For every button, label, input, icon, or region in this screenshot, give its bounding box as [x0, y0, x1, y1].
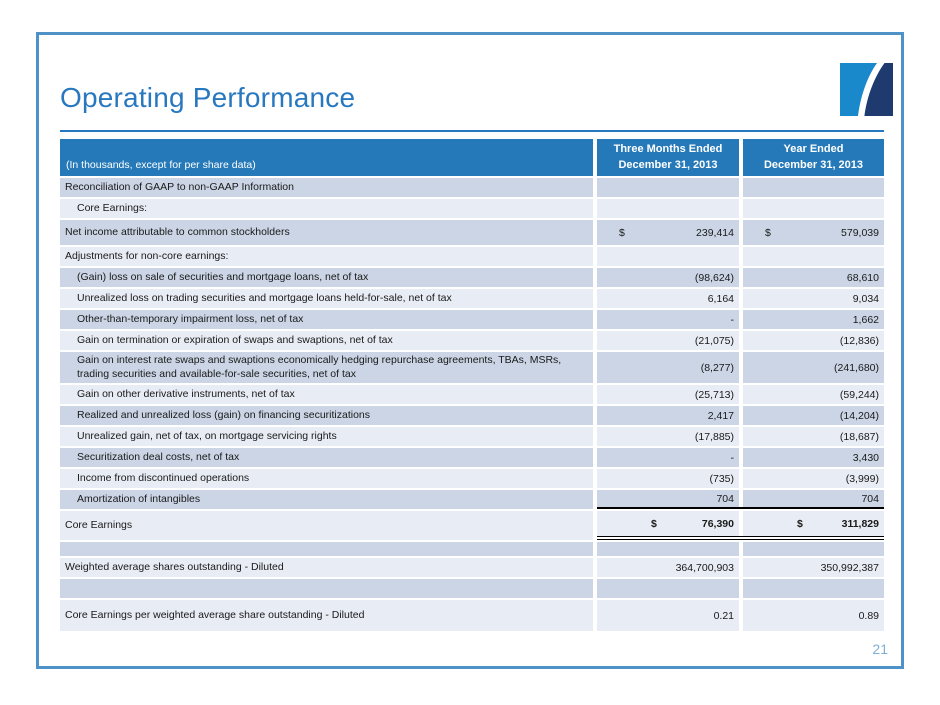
value-cell-year-ended — [743, 247, 884, 266]
row-values — [597, 289, 884, 308]
dollar-sign: $ — [765, 226, 771, 239]
row-values — [597, 310, 884, 329]
value-number: 350,992,387 — [820, 561, 879, 574]
value-cell-year-ended — [743, 490, 884, 507]
value-cell-year-ended — [743, 289, 884, 308]
row-values — [597, 220, 884, 245]
value-cell-year-ended — [743, 331, 884, 350]
value-number: 1,662 — [852, 313, 879, 326]
value-number: 0.89 — [858, 609, 879, 622]
value-number: 2,417 — [707, 409, 734, 422]
value-cell-three-months — [597, 220, 739, 245]
column-header-line: Three Months Ended — [613, 142, 723, 155]
table-row — [60, 600, 884, 631]
value-number: (25,713) — [694, 388, 734, 401]
value-cell-year-ended — [743, 511, 884, 536]
reconciliation-table — [60, 139, 884, 633]
value-cell-three-months — [597, 331, 739, 350]
row-values — [597, 600, 884, 631]
value-cell-three-months — [597, 600, 739, 631]
table-row — [60, 579, 884, 598]
row-values — [597, 511, 884, 540]
value-number: (21,075) — [694, 334, 734, 347]
value-cell-year-ended — [743, 352, 884, 383]
row-label: Net income attributable to common stockholders — [60, 220, 593, 245]
row-values — [597, 268, 884, 287]
value-cell-year-ended — [743, 385, 884, 404]
dollar-sign: $ — [651, 517, 657, 530]
dollar-sign: $ — [619, 226, 625, 239]
page-title: Operating Performance — [60, 82, 356, 113]
column-header-year-ended — [743, 139, 884, 176]
value-number: 3,430 — [852, 451, 879, 464]
value-cell-year-ended — [743, 448, 884, 467]
value-number: - — [730, 313, 734, 326]
row-label: Gain on interest rate swaps and swaptions economically hedging repurchase agreements, TBAs, MSRs, trading securities and available-for-sale securities, net of tax — [60, 352, 593, 383]
row-label: Adjustments for non-core earnings: — [60, 247, 593, 266]
row-label: Core Earnings — [60, 511, 593, 540]
value-number: 6,164 — [707, 292, 734, 305]
value-cell-year-ended — [743, 268, 884, 287]
table-row — [60, 511, 884, 540]
value-cell-three-months — [597, 268, 739, 287]
table-row — [60, 310, 884, 329]
value-number: (8,277) — [700, 361, 734, 374]
table-row — [60, 178, 884, 197]
row-label: Core Earnings: — [60, 199, 593, 218]
value-cell-three-months — [597, 448, 739, 467]
company-logo — [838, 63, 895, 116]
two-harbors-logo-icon — [838, 63, 895, 116]
table-row — [60, 268, 884, 287]
row-values — [597, 448, 884, 467]
row-values — [597, 199, 884, 218]
table-row — [60, 406, 884, 425]
row-label: Weighted average shares outstanding - Diluted — [60, 558, 593, 577]
title-underline — [60, 130, 884, 132]
row-values — [597, 542, 884, 556]
table-row — [60, 448, 884, 467]
row-values — [597, 469, 884, 488]
table-row — [60, 490, 884, 509]
row-values — [597, 385, 884, 404]
column-header-line: December 31, 2013 — [763, 158, 864, 171]
table-row — [60, 199, 884, 218]
value-number: (59,244) — [839, 388, 879, 401]
value-number: (17,885) — [694, 430, 734, 443]
value-cell-year-ended — [743, 600, 884, 631]
table-row — [60, 352, 884, 383]
row-label: Unrealized gain, net of tax, on mortgage servicing rights — [60, 427, 593, 446]
value-cell-year-ended — [743, 178, 884, 197]
column-header-line: Year Ended — [783, 142, 844, 155]
value-number: 311,829 — [841, 517, 879, 530]
row-label: Income from discontinued operations — [60, 469, 593, 488]
value-number: (18,687) — [839, 430, 879, 443]
value-number: 0.21 — [713, 609, 734, 622]
value-cell-year-ended — [743, 199, 884, 218]
value-cell-year-ended — [743, 220, 884, 245]
value-number: (735) — [709, 472, 734, 485]
value-cell-three-months — [597, 352, 739, 383]
table-row — [60, 385, 884, 404]
value-cell-three-months — [597, 289, 739, 308]
value-cell-year-ended — [743, 558, 884, 577]
row-label: Amortization of intangibles — [60, 490, 593, 509]
row-label: (Gain) loss on sale of securities and mortgage loans, net of tax — [60, 268, 593, 287]
table-header-row — [60, 139, 884, 176]
value-number: 579,039 — [841, 226, 879, 239]
value-number: (12,836) — [839, 334, 879, 347]
value-number: 704 — [861, 492, 879, 505]
value-cell-year-ended — [743, 406, 884, 425]
value-cell-three-months — [597, 247, 739, 266]
row-label: Unrealized loss on trading securities and mortgage loans held-for-sale, net of tax — [60, 289, 593, 308]
value-cell-three-months — [597, 199, 739, 218]
value-number: 364,700,903 — [675, 561, 734, 574]
value-number: (241,680) — [834, 361, 879, 374]
table-row — [60, 558, 884, 577]
value-cell-three-months — [597, 490, 739, 507]
value-number: 9,034 — [852, 292, 879, 305]
row-values — [597, 579, 884, 598]
row-label: Gain on other derivative instruments, net of tax — [60, 385, 593, 404]
value-number: - — [730, 451, 734, 464]
row-label — [60, 542, 593, 556]
value-cell-three-months — [597, 427, 739, 446]
row-label: Securitization deal costs, net of tax — [60, 448, 593, 467]
value-number: (3,999) — [845, 472, 879, 485]
value-cell-three-months — [597, 385, 739, 404]
row-values — [597, 352, 884, 383]
value-cell-three-months — [597, 558, 739, 577]
row-label: Reconciliation of GAAP to non-GAAP Information — [60, 178, 593, 197]
column-header-line: December 31, 2013 — [618, 158, 718, 171]
value-number: 239,414 — [696, 226, 734, 239]
table-row — [60, 331, 884, 350]
table-row — [60, 247, 884, 266]
value-cell-three-months — [597, 511, 739, 536]
value-cell-three-months — [597, 406, 739, 425]
table-row — [60, 289, 884, 308]
table-row — [60, 469, 884, 488]
page-number: 21 — [872, 641, 888, 657]
value-cell-three-months — [597, 310, 739, 329]
table-row — [60, 542, 884, 556]
value-cell-year-ended — [743, 310, 884, 329]
row-label — [60, 579, 593, 598]
table-header-note: (In thousands, except for per share data) — [60, 139, 593, 176]
dollar-sign: $ — [797, 517, 803, 530]
row-label: Core Earnings per weighted average share outstanding - Diluted — [60, 600, 593, 631]
value-number: 704 — [716, 492, 734, 505]
row-values — [597, 427, 884, 446]
value-number: (14,204) — [839, 409, 879, 422]
row-label: Realized and unrealized loss (gain) on financing securitizations — [60, 406, 593, 425]
value-cell-year-ended — [743, 427, 884, 446]
table-row — [60, 220, 884, 245]
row-values — [597, 490, 884, 509]
row-label: Gain on termination or expiration of swaps and swaptions, net of tax — [60, 331, 593, 350]
value-cell-three-months — [597, 469, 739, 488]
row-values — [597, 406, 884, 425]
value-number: (98,624) — [694, 271, 734, 284]
row-values — [597, 247, 884, 266]
value-cell-three-months — [597, 579, 739, 598]
row-label: Other-than-temporary impairment loss, net of tax — [60, 310, 593, 329]
value-number: 76,390 — [701, 517, 734, 530]
table-row — [60, 427, 884, 446]
value-cell-year-ended — [743, 469, 884, 488]
value-cell-three-months — [597, 178, 739, 197]
value-number: 68,610 — [846, 271, 879, 284]
value-cell-year-ended — [743, 542, 884, 556]
column-header-three-months — [597, 139, 739, 176]
row-values — [597, 558, 884, 577]
value-cell-three-months — [597, 542, 739, 556]
row-values — [597, 331, 884, 350]
value-cell-year-ended — [743, 579, 884, 598]
table-body — [60, 178, 884, 631]
row-values — [597, 178, 884, 197]
